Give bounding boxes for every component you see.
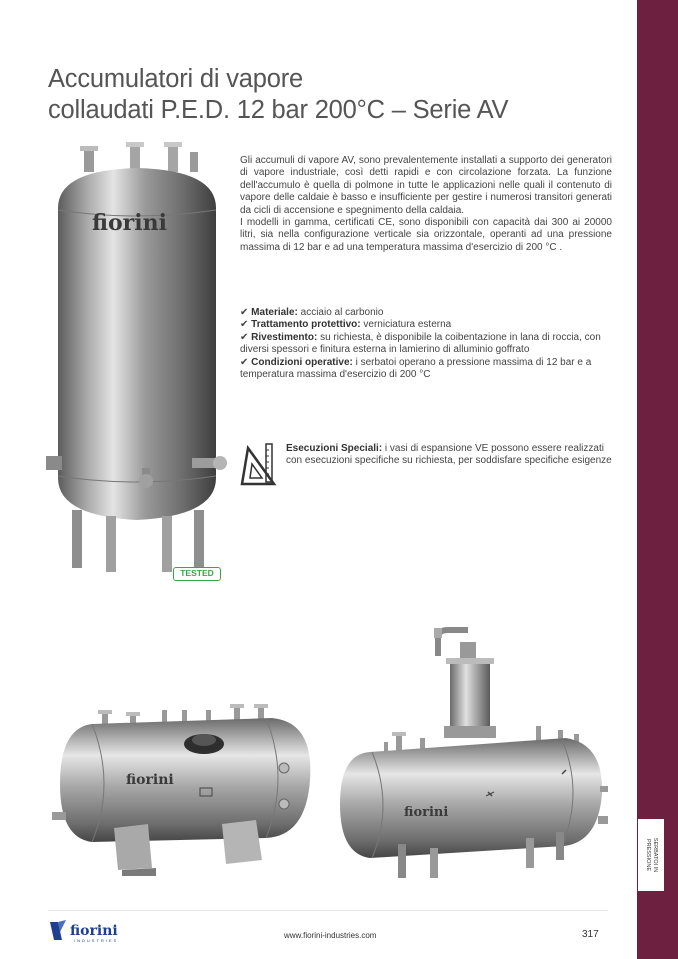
- feature-text: su richiesta, è disponibile la coibentazione in lana di roccia, con diversi spessori e finitura esterna in lamierino di alluminio goffrato: [240, 331, 601, 356]
- section-tab[interactable]: [637, 818, 665, 892]
- horizontal-tank-image-2: [336, 626, 608, 880]
- intro-paragraph-2: I modelli in gamma, certificati CE, sono disponibili con capacità dai 300 ai 20000 litri, sia nella configurazione verticale sia orizzontale, operanti ad una pressione massima di 12 bar e ad una temperatura massima d'esercizio di 200 °C .: [240, 217, 612, 253]
- features-list: [240, 307, 612, 381]
- logo-wordmark: fiorini: [70, 923, 118, 939]
- tank-brand-label: fiorini: [92, 210, 167, 236]
- section-tab-line1: SERBATOI IN: [652, 837, 658, 873]
- horizontal-tank-image-1: [52, 700, 314, 876]
- page-title: [48, 64, 608, 126]
- feature-text: verniciatura esterna: [360, 319, 452, 331]
- check-icon: ✔: [240, 319, 249, 331]
- feature-label: Trattamento protettivo:: [251, 319, 361, 331]
- fiorini-logo[interactable]: [48, 918, 128, 944]
- logo-subtitle: INDUSTRIES: [74, 938, 119, 943]
- feature-text: i serbatoi operano a pressione massima di 12 bar e a temperatura massima d'esercizio di 200 °C: [240, 356, 592, 381]
- title-line-2: collaudati P.E.D. 12 bar 200°C – Serie AV: [48, 96, 509, 124]
- feature-label: Materiale:: [251, 307, 298, 318]
- feature-label: Rivestimento:: [251, 331, 318, 343]
- check-icon: ✔: [240, 331, 249, 343]
- feature-text: acciaio al carbonio: [297, 307, 384, 318]
- title-line-1: Accumulatori di vapore: [48, 65, 303, 93]
- intro-text: [240, 155, 612, 254]
- vertical-tank-image: [42, 138, 232, 574]
- feature-item: [240, 332, 612, 357]
- check-icon: ✔: [240, 307, 249, 318]
- section-tab-line2: PRESSIONE: [645, 838, 651, 872]
- tested-badge: TESTED: [173, 567, 221, 581]
- footer-divider: [48, 910, 608, 911]
- tank-brand-label: fiorini: [126, 772, 174, 788]
- set-square-ruler-icon: [240, 440, 278, 486]
- feature-item: [240, 357, 612, 382]
- website-link[interactable]: www.fiorini-industries.com: [284, 931, 377, 940]
- page-number: 317: [582, 929, 599, 940]
- intro-paragraph-1: Gli accumuli di vapore AV, sono prevalentemente installati a supporto dei generatori di vapore industriale, così detti rapidi e con circolazione forzata. La funzione dell'accumulo è quella di polmone in tutte le applicazioni nelle quali il contenuto di vapore delle caldaie è basso e insufficiente per gestire i numerosi transitori generati da cicli di accensione e spegnimento della caldaia.: [240, 155, 612, 216]
- feature-label: Condizioni operative:: [251, 356, 353, 368]
- special-executions-text: [286, 443, 612, 468]
- special-text: i vasi di espansione VE possono essere realizzati con esecuzioni specifiche su richiesta, per soddisfare specifiche esigenze: [286, 443, 612, 467]
- special-label: Esecuzioni Speciali:: [286, 443, 383, 454]
- feature-item: [240, 307, 612, 319]
- feature-item: [240, 319, 612, 331]
- check-icon: ✔: [240, 356, 249, 368]
- side-color-band: [637, 0, 678, 959]
- tank-brand-label: fiorini: [404, 805, 449, 820]
